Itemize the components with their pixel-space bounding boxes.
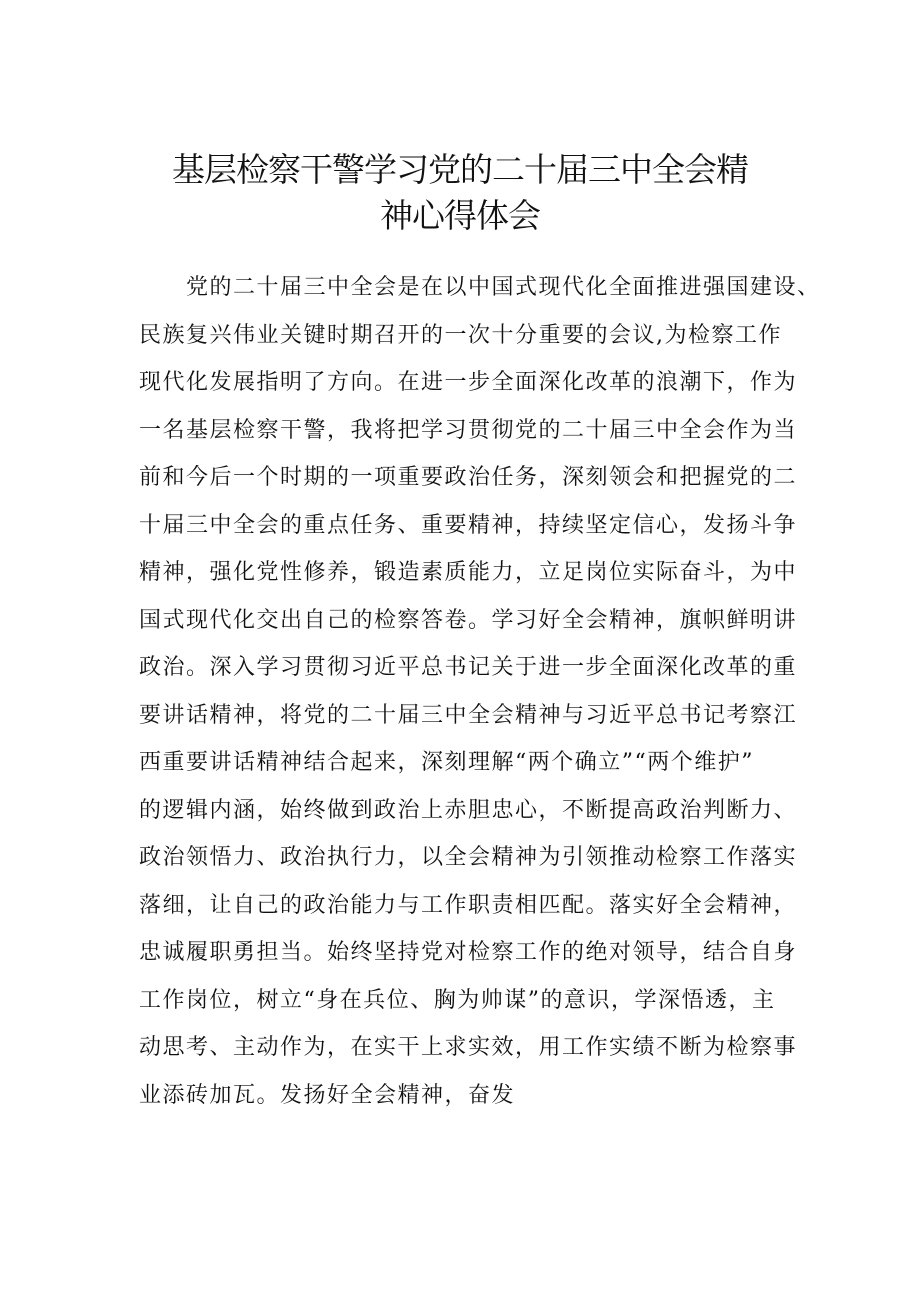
body-line: 动思考、主动作为，在实干上求实效，用工作实绩不断为检察事 [139,1035,798,1060]
body-line: 西重要讲话精神结合起来，深刻理解“两个确立”“两个维护” [139,750,754,775]
body-line: 工作岗位，树立“身在兵位、胸为帅谋”的意识，学深悟透，主 [139,988,776,1013]
body-line: 的逻辑内涵，始终做到政治上赤胆忠心，不断提高政治判断力、 [139,798,798,823]
body-line: 国式现代化交出自己的检察答卷。学习好全会精神，旗帜鲜明讲 [139,608,798,633]
body-line: 要讲话精神，将党的二十届三中全会精神与习近平总书记考察江 [139,703,798,728]
document-title-line-2: 神心得体会 [380,196,540,235]
body-line: 党的二十届三中全会是在以中国式现代化全面推进强国建设、 [186,275,821,300]
body-line: 前和今后一个时期的一项重要政治任务，深刻领会和把握党的二 [139,465,798,490]
body-line: 忠诚履职勇担当。始终坚持党对检察工作的绝对领导，结合自身 [139,940,798,965]
body-line: 民族复兴伟业关键时期召开的一次十分重要的会议,为检察工作 [139,323,782,348]
body-line: 十届三中全会的重点任务、重要精神，持续坚定信心，发扬斗争 [139,513,798,538]
body-line: 精神，强化党性修养，锻造素质能力，立足岗位实际奋斗，为中 [139,560,798,585]
body-line: 落细，让自己的政治能力与工作职责相匹配。落实好全会精神， [139,893,798,918]
body-line: 现代化发展指明了方向。在进一步全面深化改革的浪潮下，作为 [139,370,798,395]
body-line: 一名基层检察干警，我将把学习贯彻党的二十届三中全会作为当 [139,418,798,443]
document-title-line-1: 基层检察干警学习党的二十届三中全会精 [172,150,748,189]
body-line: 业添砖加瓦。发扬好全会精神，奋发 [139,1083,516,1108]
body-line: 政治。深入学习贯彻习近平总书记关于进一步全面深化改革的重 [139,655,798,680]
body-line: 政治领悟力、政治执行力，以全会精神为引领推动检察工作落实 [139,845,798,870]
